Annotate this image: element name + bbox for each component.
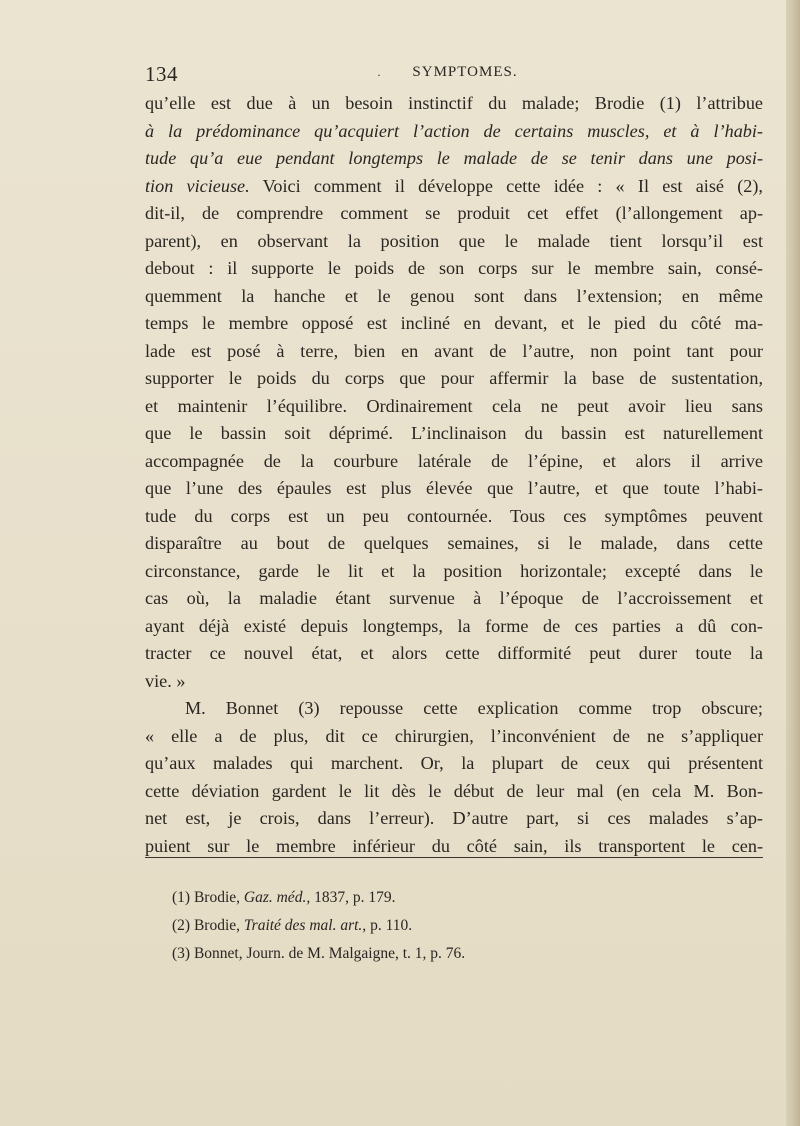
text-line: tude qu’a eue pendant longtemps le malade de se tenir dans une posi- bbox=[145, 148, 763, 168]
text-line: disparaître au bout de quelques semaines, si le malade, dans cette bbox=[145, 533, 763, 553]
text-line: puient sur le membre inférieur du côté sain, ils transportent le cen- bbox=[145, 835, 763, 856]
text-line: debout : il supporte le poids de son corps sur le membre sain, consé- bbox=[145, 258, 763, 278]
text-line-rest: Voici comment il développe cette idée : « Il est aisé (2), bbox=[262, 175, 763, 196]
footnotes bbox=[172, 884, 732, 968]
footnote-rule bbox=[145, 857, 763, 858]
text-line: « elle a de plus, dit ce chirurgien, l’inconvénient de ne s’appliquer bbox=[145, 725, 763, 746]
page-header bbox=[145, 62, 765, 88]
text-line: vie. » bbox=[145, 670, 186, 691]
text-line: à la prédominance qu’acquiert l’action de certains muscles, et à l’habi- bbox=[145, 120, 763, 141]
text-line: net est, je crois, dans l’erreur). D’autre part, si ces malades s’ap- bbox=[145, 808, 763, 828]
text-line: ayant déjà existé depuis longtemps, la forme de ces parties a dû con- bbox=[145, 615, 763, 636]
text-line: que l’une des épaules est plus élevée que l’autre, et que toute l’habi- bbox=[145, 478, 763, 498]
header-ornament: · bbox=[377, 68, 381, 82]
footnote-author: Brodie, bbox=[193, 917, 241, 934]
text-line: tracter ce nouvel état, et alors cette difformité peut durer toute la bbox=[145, 643, 763, 663]
footnote-mark: (1) bbox=[172, 889, 191, 906]
page-number: 134 bbox=[145, 62, 178, 86]
body-text bbox=[145, 90, 763, 860]
text-line: supporter le poids du corps que pour affermir la base de sustentation, bbox=[145, 368, 763, 388]
text-line bbox=[145, 173, 763, 201]
text-line: qu’elle est due à un besoin instinctif du malade; Brodie (1) l’attribue bbox=[145, 93, 763, 113]
text-line: cas où, la maladie étant survenue à l’époque de l’accroissement et bbox=[145, 588, 763, 608]
text-line: cette déviation gardent le lit dès le début de leur mal (en cela M. Bon- bbox=[145, 780, 763, 801]
text-line: parent), en observant la position que le malade tient lorsqu’il est bbox=[145, 230, 763, 251]
text-line: M. Bonnet (3) repousse cette explication comme trop obscure; bbox=[185, 698, 763, 718]
text-line: temps le membre opposé est incliné en devant, et le pied du côté ma- bbox=[145, 313, 763, 333]
text-line: dit-il, de comprendre comment se produit cet effet (l’allongement ap- bbox=[145, 203, 763, 223]
text-line: lade est posé à terre, bien en avant de l’autre, non point tant pour bbox=[145, 340, 763, 361]
text-line: que le bassin soit déprimé. L’inclinaison du bassin est naturellement bbox=[145, 423, 763, 443]
italic-phrase: tion vicieuse. bbox=[145, 175, 250, 196]
footnote-ref: p. 110. bbox=[370, 917, 413, 934]
footnote-work: Traité des mal. art., bbox=[243, 917, 367, 934]
footnote-author: Bonnet, bbox=[193, 945, 243, 962]
footnote-mark: (3) bbox=[172, 945, 191, 962]
text-line: qu’aux malades qui marchent. Or, la plupart de ceux qui présentent bbox=[145, 753, 763, 773]
text-line: quemment la hanche et le genou sont dans l’extension; en même bbox=[145, 285, 763, 306]
text-line: tude du corps est un peu contournée. Tous ces symptômes peuvent bbox=[145, 505, 763, 526]
text-line: accompagnée de la courbure latérale de l’épine, et alors il arrive bbox=[145, 450, 763, 471]
footnote-ref: 1837, p. 179. bbox=[314, 889, 396, 906]
footnote-author: Brodie, bbox=[193, 889, 241, 906]
running-head: SYMPTOMES. bbox=[412, 64, 518, 80]
footnote bbox=[172, 912, 732, 940]
footnote-work: Gaz. méd., bbox=[243, 889, 311, 906]
footnote bbox=[172, 940, 732, 968]
footnote-ref: Journ. de M. Malgaigne, t. 1, p. 76. bbox=[246, 945, 466, 962]
page-edge bbox=[786, 0, 800, 1126]
footnote-mark: (2) bbox=[172, 917, 191, 934]
text-line: circonstance, garde le lit et la position horizontale; excepté dans le bbox=[145, 560, 763, 581]
text-line: et maintenir l’équilibre. Ordinairement cela ne peut avoir lieu sans bbox=[145, 395, 763, 416]
footnote bbox=[172, 884, 732, 912]
